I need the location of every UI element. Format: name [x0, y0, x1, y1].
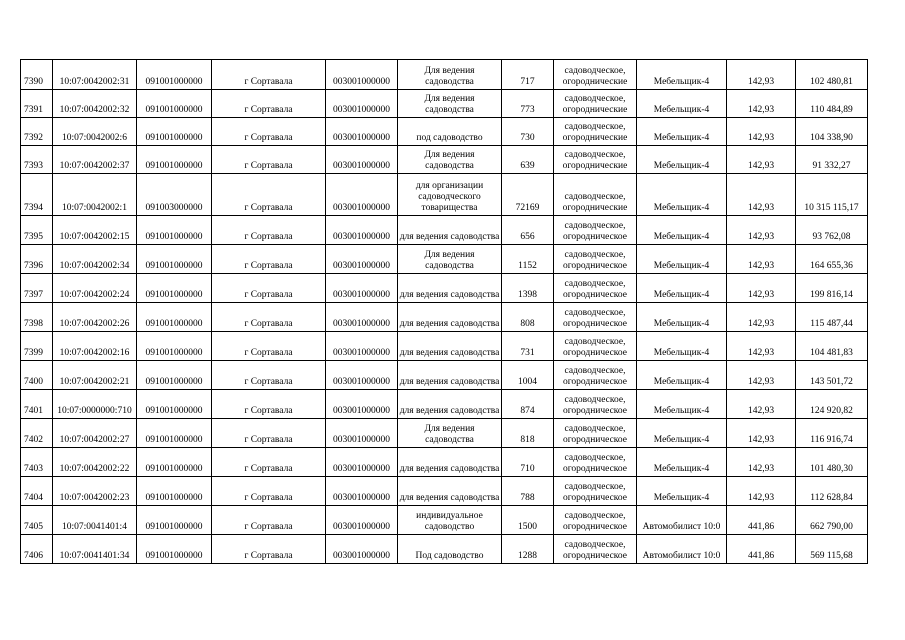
- area-value: 1152: [502, 245, 554, 274]
- permitted-use: для ведения садоводства: [398, 274, 502, 303]
- settlement-name: г Сортавала: [212, 274, 326, 303]
- land-category: садоводческое, огородническое: [554, 303, 637, 332]
- cadastral-value: 102 480,81: [796, 60, 868, 90]
- cadastral-value: 143 501,72: [796, 361, 868, 390]
- settlement-name: г Сортавала: [212, 419, 326, 448]
- table-row: [21, 448, 868, 477]
- land-category: садоводческое, огороднические: [554, 90, 637, 118]
- area-value: 717: [502, 60, 554, 90]
- garden-association: Автомобилист 10:0: [637, 506, 727, 535]
- cadastral-value: 116 916,74: [796, 419, 868, 448]
- specific-value: 142,93: [727, 361, 796, 390]
- garden-association: Мебельщик-4: [637, 174, 727, 216]
- row-number: 7400: [21, 361, 53, 390]
- okato-code: 091001000000: [137, 245, 212, 274]
- specific-value: 142,93: [727, 146, 796, 174]
- garden-association: Мебельщик-4: [637, 332, 727, 361]
- permitted-use: под садоводство: [398, 118, 502, 146]
- permitted-use: для ведения садоводства: [398, 303, 502, 332]
- okato-code: 091001000000: [137, 216, 212, 245]
- area-value: 773: [502, 90, 554, 118]
- okato-code: 091001000000: [137, 90, 212, 118]
- permitted-use: для ведения садоводства: [398, 390, 502, 419]
- garden-association: Автомобилист 10:0: [637, 535, 727, 564]
- oktmo-code: 003001000000: [326, 245, 398, 274]
- cadastral-number: 10:07:0041401:34: [53, 535, 137, 564]
- cadastral-value: 93 762,08: [796, 216, 868, 245]
- oktmo-code: 003001000000: [326, 90, 398, 118]
- settlement-name: г Сортавала: [212, 448, 326, 477]
- table-row: [21, 303, 868, 332]
- specific-value: 142,93: [727, 174, 796, 216]
- land-category: садоводческое, огородническое: [554, 332, 637, 361]
- oktmo-code: 003001000000: [326, 216, 398, 245]
- cadastral-value-table: [20, 59, 868, 564]
- land-category: садоводческое, огородническое: [554, 390, 637, 419]
- land-category: садоводческое, огородническое: [554, 245, 637, 274]
- oktmo-code: 003001000000: [326, 118, 398, 146]
- okato-code: 091001000000: [137, 535, 212, 564]
- oktmo-code: 003001000000: [326, 419, 398, 448]
- area-value: 818: [502, 419, 554, 448]
- area-value: 656: [502, 216, 554, 245]
- garden-association: Мебельщик-4: [637, 274, 727, 303]
- land-category: садоводческое, огородническое: [554, 274, 637, 303]
- table-row: [21, 535, 868, 564]
- cadastral-number: 10:07:0042002:16: [53, 332, 137, 361]
- specific-value: 142,93: [727, 419, 796, 448]
- specific-value: 142,93: [727, 245, 796, 274]
- permitted-use: для ведения садоводства: [398, 448, 502, 477]
- cadastral-number: 10:07:0042002:24: [53, 274, 137, 303]
- row-number: 7399: [21, 332, 53, 361]
- row-number: 7393: [21, 146, 53, 174]
- area-value: 874: [502, 390, 554, 419]
- area-value: 710: [502, 448, 554, 477]
- table-body: [21, 60, 868, 564]
- row-number: 7396: [21, 245, 53, 274]
- cadastral-value: 110 484,89: [796, 90, 868, 118]
- table-row: [21, 477, 868, 506]
- okato-code: 091001000000: [137, 274, 212, 303]
- okato-code: 091001000000: [137, 60, 212, 90]
- land-category: садоводческое, огородническое: [554, 216, 637, 245]
- table-row: [21, 60, 868, 90]
- table-row: [21, 361, 868, 390]
- table-row: [21, 506, 868, 535]
- row-number: 7391: [21, 90, 53, 118]
- settlement-name: г Сортавала: [212, 332, 326, 361]
- permitted-use: Для ведения садоводства: [398, 90, 502, 118]
- okato-code: 091001000000: [137, 506, 212, 535]
- row-number: 7403: [21, 448, 53, 477]
- table-row: [21, 390, 868, 419]
- cadastral-number: 10:07:0042002:6: [53, 118, 137, 146]
- oktmo-code: 003001000000: [326, 303, 398, 332]
- cadastral-value: 115 487,44: [796, 303, 868, 332]
- row-number: 7404: [21, 477, 53, 506]
- specific-value: 142,93: [727, 274, 796, 303]
- table-row: [21, 118, 868, 146]
- land-category: садоводческое, огородническое: [554, 477, 637, 506]
- row-number: 7392: [21, 118, 53, 146]
- land-category: садоводческое, огородническое: [554, 535, 637, 564]
- area-value: 808: [502, 303, 554, 332]
- cadastral-number: 10:07:0042002:31: [53, 60, 137, 90]
- land-category: садоводческое, огородническое: [554, 419, 637, 448]
- cadastral-value: 164 655,36: [796, 245, 868, 274]
- okato-code: 091001000000: [137, 303, 212, 332]
- land-category: садоводческое, огородническое: [554, 448, 637, 477]
- okato-code: 091003000000: [137, 174, 212, 216]
- settlement-name: г Сортавала: [212, 118, 326, 146]
- permitted-use: Для ведения садоводства: [398, 419, 502, 448]
- garden-association: Мебельщик-4: [637, 60, 727, 90]
- settlement-name: г Сортавала: [212, 535, 326, 564]
- row-number: 7398: [21, 303, 53, 332]
- specific-value: 441,86: [727, 535, 796, 564]
- oktmo-code: 003001000000: [326, 448, 398, 477]
- oktmo-code: 003001000000: [326, 174, 398, 216]
- cadastral-number: 10:07:0042002:22: [53, 448, 137, 477]
- row-number: 7401: [21, 390, 53, 419]
- settlement-name: г Сортавала: [212, 174, 326, 216]
- okato-code: 091001000000: [137, 332, 212, 361]
- cadastral-value: 569 115,68: [796, 535, 868, 564]
- okato-code: 091001000000: [137, 448, 212, 477]
- garden-association: Мебельщик-4: [637, 419, 727, 448]
- area-value: 788: [502, 477, 554, 506]
- area-value: 731: [502, 332, 554, 361]
- garden-association: Мебельщик-4: [637, 303, 727, 332]
- oktmo-code: 003001000000: [326, 361, 398, 390]
- okato-code: 091001000000: [137, 419, 212, 448]
- row-number: 7394: [21, 174, 53, 216]
- table-row: [21, 332, 868, 361]
- permitted-use: Для ведения садоводства: [398, 146, 502, 174]
- permitted-use: Под садоводство: [398, 535, 502, 564]
- specific-value: 142,93: [727, 390, 796, 419]
- area-value: 1004: [502, 361, 554, 390]
- land-category: садоводческое, огородническое: [554, 506, 637, 535]
- permitted-use: для ведения садоводства: [398, 332, 502, 361]
- table-row: [21, 274, 868, 303]
- land-category: садоводческое, огороднические: [554, 174, 637, 216]
- area-value: 72169: [502, 174, 554, 216]
- cadastral-number: 10:07:0042002:32: [53, 90, 137, 118]
- land-category: садоводческое, огороднические: [554, 118, 637, 146]
- table-row: [21, 245, 868, 274]
- garden-association: Мебельщик-4: [637, 90, 727, 118]
- cadastral-number: 10:07:0042002:26: [53, 303, 137, 332]
- cadastral-value: 91 332,27: [796, 146, 868, 174]
- row-number: 7405: [21, 506, 53, 535]
- cadastral-value: 101 480,30: [796, 448, 868, 477]
- specific-value: 441,86: [727, 506, 796, 535]
- okato-code: 091001000000: [137, 146, 212, 174]
- oktmo-code: 003001000000: [326, 146, 398, 174]
- garden-association: Мебельщик-4: [637, 118, 727, 146]
- oktmo-code: 003001000000: [326, 274, 398, 303]
- specific-value: 142,93: [727, 448, 796, 477]
- settlement-name: г Сортавала: [212, 361, 326, 390]
- okato-code: 091001000000: [137, 361, 212, 390]
- cadastral-number: 10:07:0042002:15: [53, 216, 137, 245]
- cadastral-number: 10:07:0042002:34: [53, 245, 137, 274]
- settlement-name: г Сортавала: [212, 390, 326, 419]
- garden-association: Мебельщик-4: [637, 146, 727, 174]
- garden-association: Мебельщик-4: [637, 245, 727, 274]
- specific-value: 142,93: [727, 60, 796, 90]
- area-value: 1398: [502, 274, 554, 303]
- cadastral-value: 104 338,90: [796, 118, 868, 146]
- land-category: садоводческое, огороднические: [554, 60, 637, 90]
- table-row: [21, 90, 868, 118]
- oktmo-code: 003001000000: [326, 332, 398, 361]
- settlement-name: г Сортавала: [212, 506, 326, 535]
- table-row: [21, 216, 868, 245]
- row-number: 7395: [21, 216, 53, 245]
- specific-value: 142,93: [727, 477, 796, 506]
- permitted-use: для ведения садоводства: [398, 477, 502, 506]
- permitted-use: Для ведения садоводства: [398, 60, 502, 90]
- oktmo-code: 003001000000: [326, 60, 398, 90]
- garden-association: Мебельщик-4: [637, 477, 727, 506]
- cadastral-number: 10:07:0042002:27: [53, 419, 137, 448]
- table-row: [21, 174, 868, 216]
- cadastral-value: 104 481,83: [796, 332, 868, 361]
- permitted-use: для ведения садоводства: [398, 361, 502, 390]
- permitted-use: индивидуальное садоводство: [398, 506, 502, 535]
- permitted-use: для организации садоводческого товарищества: [398, 174, 502, 216]
- okato-code: 091001000000: [137, 390, 212, 419]
- garden-association: Мебельщик-4: [637, 390, 727, 419]
- table-row: [21, 146, 868, 174]
- land-category: садоводческое, огороднические: [554, 146, 637, 174]
- settlement-name: г Сортавала: [212, 477, 326, 506]
- oktmo-code: 003001000000: [326, 477, 398, 506]
- garden-association: Мебельщик-4: [637, 448, 727, 477]
- specific-value: 142,93: [727, 90, 796, 118]
- cadastral-number: 10:07:0000000:710: [53, 390, 137, 419]
- garden-association: Мебельщик-4: [637, 216, 727, 245]
- area-value: 1500: [502, 506, 554, 535]
- settlement-name: г Сортавала: [212, 90, 326, 118]
- table-row: [21, 419, 868, 448]
- cadastral-number: 10:07:0042002:21: [53, 361, 137, 390]
- cadastral-number: 10:07:0042002:23: [53, 477, 137, 506]
- settlement-name: г Сортавала: [212, 245, 326, 274]
- specific-value: 142,93: [727, 303, 796, 332]
- cadastral-number: 10:07:0042002:37: [53, 146, 137, 174]
- cadastral-value: 199 816,14: [796, 274, 868, 303]
- area-value: 1288: [502, 535, 554, 564]
- cadastral-value: 662 790,00: [796, 506, 868, 535]
- area-value: 639: [502, 146, 554, 174]
- settlement-name: г Сортавала: [212, 146, 326, 174]
- land-category: садоводческое, огородническое: [554, 361, 637, 390]
- area-value: 730: [502, 118, 554, 146]
- cadastral-value: 124 920,82: [796, 390, 868, 419]
- permitted-use: для ведения садоводства: [398, 216, 502, 245]
- row-number: 7402: [21, 419, 53, 448]
- specific-value: 142,93: [727, 332, 796, 361]
- oktmo-code: 003001000000: [326, 535, 398, 564]
- settlement-name: г Сортавала: [212, 303, 326, 332]
- row-number: 7397: [21, 274, 53, 303]
- oktmo-code: 003001000000: [326, 506, 398, 535]
- garden-association: Мебельщик-4: [637, 361, 727, 390]
- cadastral-value: 112 628,84: [796, 477, 868, 506]
- okato-code: 091001000000: [137, 118, 212, 146]
- oktmo-code: 003001000000: [326, 390, 398, 419]
- specific-value: 142,93: [727, 216, 796, 245]
- cadastral-value: 10 315 115,17: [796, 174, 868, 216]
- cadastral-number: 10:07:0042002:1: [53, 174, 137, 216]
- settlement-name: г Сортавала: [212, 60, 326, 90]
- row-number: 7406: [21, 535, 53, 564]
- specific-value: 142,93: [727, 118, 796, 146]
- row-number: 7390: [21, 60, 53, 90]
- cadastral-number: 10:07:0041401:4: [53, 506, 137, 535]
- okato-code: 091001000000: [137, 477, 212, 506]
- permitted-use: Для ведения садоводства: [398, 245, 502, 274]
- settlement-name: г Сортавала: [212, 216, 326, 245]
